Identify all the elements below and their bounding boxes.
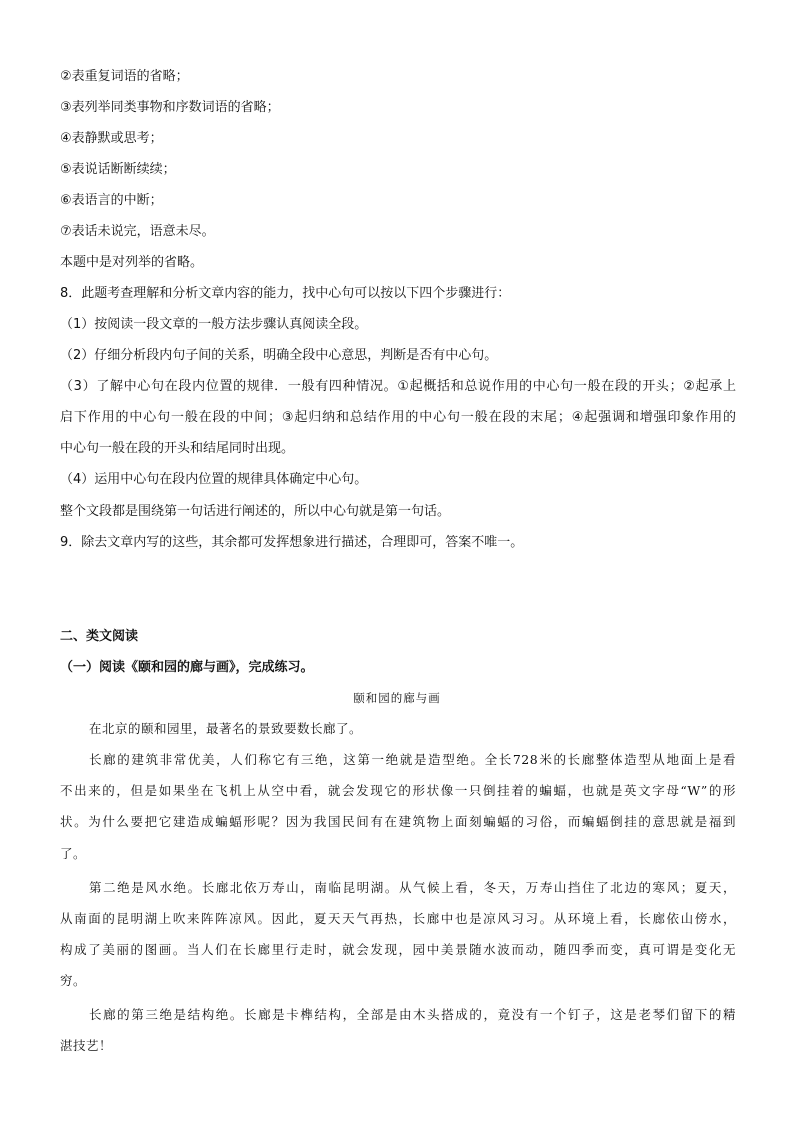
question-8-intro: 8．此题考查理解和分析文章内容的能力，找中心句可以按以下四个步骤进行： <box>60 286 511 301</box>
question-8-step-4: （4）运用中心句在段内位置的规律具体确定中心句。 <box>60 472 368 487</box>
article-paragraph-4-line-1: 长廊的第三绝是结构绝。长廊是卡榫结构，全部是由木头搭成的，竟没有一个钉子，这是老琴们留下的精 <box>89 1007 736 1022</box>
article-paragraph-2-line-1: 长廊的建筑非常优美，人们称它有三绝，这第一绝就是造型绝。全长728米的长廊整体造型从地面上是看 <box>89 752 736 767</box>
reading-subheading: （一）阅读《颐和园的廊与画》，完成练习。 <box>60 660 314 675</box>
article-paragraph-4-line-2: 湛技艺！ <box>60 1038 113 1053</box>
question-8-step-3-line-3: 中心句一般在段的开头和结尾同时出现。 <box>60 441 295 456</box>
article-paragraph-2-line-4: 了。 <box>60 846 87 861</box>
article-paragraph-3-line-3: 构成了美丽的图画。当人们在长廊里行走时，就会发现，园中美景随水波而动，随四季而变，真可谓是变化无 <box>60 942 736 957</box>
question-8-step-3-line-2: 启下作用的中心句一般在段的中间；③起归纳和总结作用的中心句一般在段的末尾；④起强调和增强印象作用的 <box>60 410 736 425</box>
question-8-step-1: （1）按阅读一段文章的一般方法步骤认真阅读全段。 <box>60 317 368 332</box>
article-paragraph-2-line-2: 不出来的，但是如果坐在飞机上从空中看，就会发现它的形状像一只倒挂着的蝙蝠，也就是英文字母“W”的形 <box>60 783 736 798</box>
article-paragraph-3-line-2: 从南面的昆明湖上吹来阵阵凉风。因此，夏天天气再热，长廊中也是凉风习习。从环境上看，长廊依山傍水， <box>60 911 736 926</box>
article-paragraph-1: 在北京的颐和园里，最著名的景致要数长廊了。 <box>89 721 363 736</box>
article-title: 颐和园的廊与画 <box>353 691 441 705</box>
note-item-5: ⑤表说话断断续续； <box>60 162 176 177</box>
note-item-6: ⑥表语言的中断； <box>60 193 163 208</box>
note-item-3: ③表列举同类事物和序数词语的省略； <box>60 100 280 115</box>
article-paragraph-2-line-3: 状。为什么要把它建造成蝙蝠形呢？因为我国民间有在建筑物上面刻蝙蝠的习俗，而蝙蝠倒挂的意思就是福到 <box>60 814 736 829</box>
article-paragraph-3-line-1: 第二绝是风水绝。长廊北依万寿山，南临昆明湖。从气候上看，冬天，万寿山挡住了北边的寒风；夏天， <box>89 880 736 895</box>
note-item-2: ②表重复词语的省略； <box>60 69 189 84</box>
question-8-conclusion: 整个文段都是围绕第一句话进行阐述的，所以中心句就是第一句话。 <box>60 504 451 519</box>
question-8-step-3-line-1: （3）了解中心句在段内位置的规律．一般有四种情况。①起概括和总说作用的中心句一般在段的开头；②起承上 <box>60 379 736 394</box>
note-item-4: ④表静默或思考； <box>60 131 163 146</box>
note-item-7: ⑦表话未说完，语意未尽。 <box>60 224 215 239</box>
section-heading: 二、类文阅读 <box>60 629 139 644</box>
question-9-answer: 9．除去文章内写的这些，其余都可发挥想象进行描述，合理即可，答案不唯一。 <box>60 535 524 550</box>
article-paragraph-3-line-4: 穷。 <box>60 973 87 988</box>
note-conclusion: 本题中是对列举的省略。 <box>60 255 204 270</box>
question-8-step-2: （2）仔细分析段内句子间的关系，明确全段中心意思，判断是否有中心句。 <box>60 348 498 363</box>
